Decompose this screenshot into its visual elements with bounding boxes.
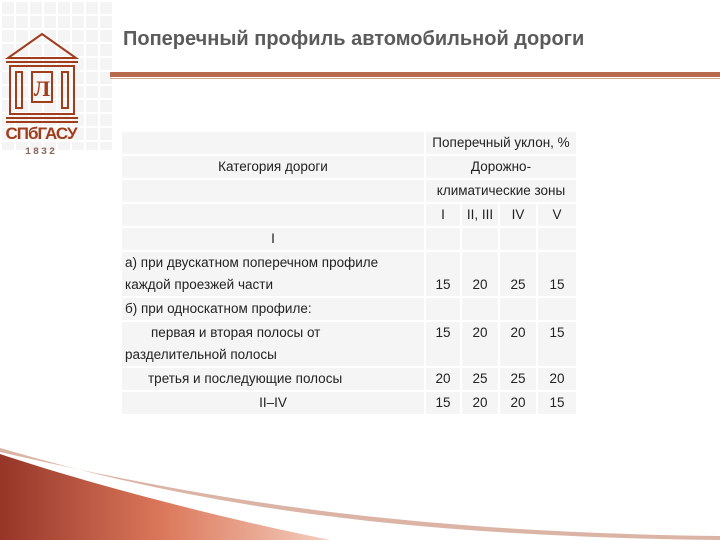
row-label-line: разделительной полосы [125, 347, 277, 362]
header-empty-cell [122, 132, 424, 154]
row-label-line: каждой проезжей части [125, 277, 273, 292]
zone-header: IV [500, 204, 536, 226]
title-underline-thin [110, 78, 720, 79]
header-zones-row [122, 204, 576, 226]
header-zones-label-1: Дорожно- [426, 156, 576, 178]
table-row [122, 392, 576, 414]
value-cell: 20 [426, 368, 460, 390]
table-row [122, 228, 576, 250]
slide-title: Поперечный профиль автомобильной дороги [123, 28, 585, 50]
header-row-3 [122, 180, 576, 202]
svg-text:Л: Л [33, 76, 51, 101]
header-empty-cell [122, 204, 424, 226]
title-underline [110, 72, 720, 77]
category-label: II–IV [122, 392, 424, 414]
header-empty-cell [122, 180, 424, 202]
decorative-swoosh [0, 448, 720, 540]
header-row-1 [122, 132, 576, 154]
value-cell: 25 [500, 252, 536, 296]
row-label-line: а) при двускатном поперечном профиле [125, 255, 379, 270]
header-zones-label-2: климатические зоны [426, 180, 576, 202]
zone-header: I [426, 204, 460, 226]
logo-year: 1832 [24, 147, 57, 158]
table-row [122, 252, 576, 296]
category-label: I [122, 228, 424, 250]
table-row [122, 298, 576, 320]
value-cell: 15 [426, 392, 460, 414]
header-row-2 [122, 156, 576, 178]
value-cell: 20 [462, 392, 498, 414]
table-row [122, 368, 576, 390]
value-cell: 15 [538, 322, 576, 366]
value-cell: 20 [500, 322, 536, 366]
cross-slope-table [120, 130, 578, 416]
value-cell: 15 [426, 322, 460, 366]
header-slope-label: Поперечный уклон, % [426, 132, 576, 154]
value-cell: 25 [462, 368, 498, 390]
logo-caption: СПбГАСУ [5, 124, 77, 143]
value-cell: 20 [500, 392, 536, 414]
value-cell: 25 [500, 368, 536, 390]
value-cell: 20 [462, 252, 498, 296]
zone-header: V [538, 204, 576, 226]
row-label [122, 252, 424, 296]
value-cell: 15 [426, 252, 460, 296]
table-row [122, 322, 576, 366]
row-label: третья и последующие полосы [122, 368, 424, 390]
zone-header: II, III [462, 204, 498, 226]
header-category: Категория дороги [122, 156, 424, 178]
value-cell: 20 [462, 322, 498, 366]
value-cell: 15 [538, 392, 576, 414]
row-label: б) при односкатном профиле: [122, 298, 424, 320]
row-label-line: первая и вторая полосы от [151, 325, 321, 340]
value-cell: 20 [538, 368, 576, 390]
value-cell: 15 [538, 252, 576, 296]
row-label [122, 322, 424, 366]
